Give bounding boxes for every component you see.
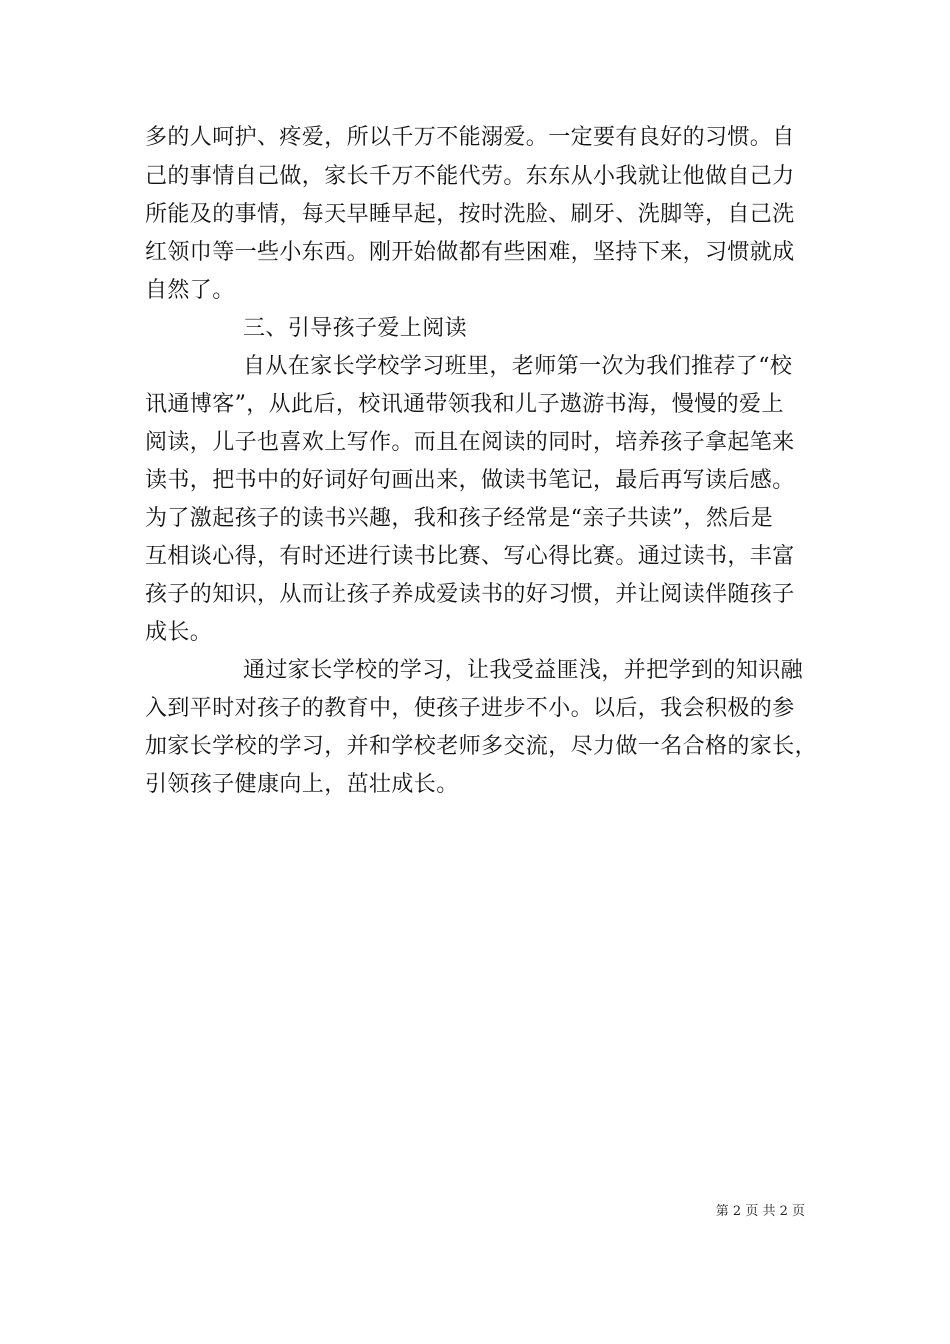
- paragraph-3-line-2: 入到平时对孩子的教育中，使孩子进步不小。以后，我会积极的参: [145, 696, 795, 721]
- section-heading-3: 三、引导孩子爱上阅读: [243, 316, 468, 341]
- paragraph-1-line-2: 己的事情自己做，家长千万不能代劳。东东从小我就让他做自己力: [145, 164, 795, 189]
- page-number-footer: 第 2 页 共 2 页: [715, 1204, 805, 1219]
- paragraph-2-line-7: 孩子的知识，从而让孩子养成爱读书的好习惯，并让阅读伴随孩子: [145, 582, 795, 607]
- paragraph-3-line-4: 引领孩子健康向上，茁壮成长。: [145, 772, 459, 797]
- paragraph-1-line-1: 多的人呵护、疼爱，所以千万不能溺爱。一定要有良好的习惯。自: [145, 125, 795, 150]
- paragraph-2-line-5: 为了激起孩子的读书兴趣，我和孩子经常是“亲子共读”，然后是: [145, 506, 774, 531]
- paragraph-2-line-8: 成长。: [145, 620, 213, 645]
- paragraph-2-line-1: 自从在家长学校学习班里，老师第一次为我们推荐了“校: [243, 354, 793, 379]
- paragraph-2-line-2: 讯通博客”，从此后，校讯通带领我和儿子遨游书海，慢慢的爱上: [145, 392, 784, 417]
- paragraph-2-line-4: 读书，把书中的好词好句画出来，做读书笔记，最后再写读后感。: [145, 468, 795, 493]
- paragraph-3-line-3: 加家长学校的学习，并和学校老师多交流，尽力做一名合格的家长，: [145, 734, 818, 759]
- paragraph-2-line-3: 阅读，儿子也喜欢上写作。而且在阅读的同时，培养孩子拿起笔来: [145, 430, 795, 455]
- paragraph-2-line-6: 互相谈心得，有时还进行读书比赛、写心得比赛。通过读书，丰富: [145, 544, 795, 569]
- paragraph-1-line-5: 自然了。: [145, 278, 235, 303]
- paragraph-1-line-3: 所能及的事情，每天早睡早起，按时洗脸、刷牙、洗脚等，自己洗: [145, 202, 795, 227]
- paragraph-3-line-1: 通过家长学校的学习，让我受益匪浅，并把学到的知识融: [243, 658, 804, 683]
- paragraph-1-line-4: 红领巾等一些小东西。刚开始做都有些困难，坚持下来，习惯就成: [145, 240, 795, 265]
